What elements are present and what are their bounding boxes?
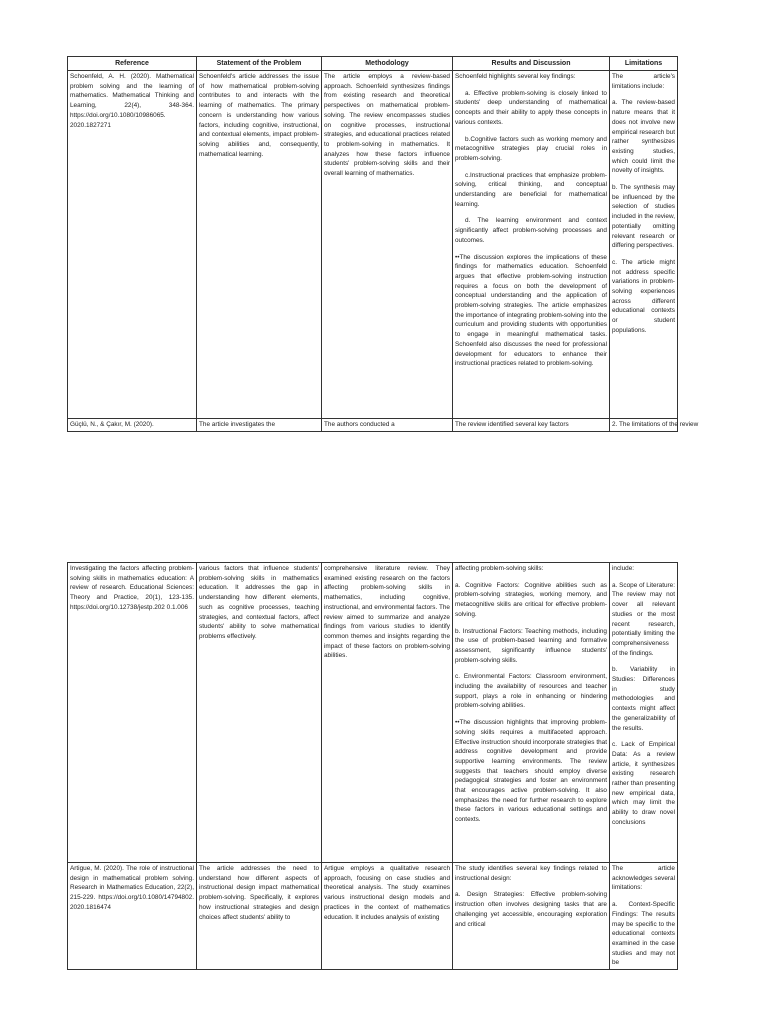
limitations-intro: The article's limitations include: [612, 73, 675, 90]
cell-problem: various factors that influence students' problem-solving skills in mathematics education. It addresses the gap in understanding how different elements, such as cognitive processes, teaching strategies, and contextual factors, affect students' ability to solve mathematical problems effectively. [197, 563, 322, 863]
limitations-item-a: a. The review-based nature means that it does not involve new empirical research but rather synthesizes existing studies, which could limit the novelty of insights. [612, 99, 675, 175]
results-item-b: b.Cognitive factors such as working memory and metacognitive strategies play crucial roles in problem-solving. [455, 135, 607, 162]
results-intro: Schoenfeld highlights several key findings: [455, 73, 576, 80]
cell-problem: Schoenfeld's article addresses the issue of how mathematical problem-solving contributes to and interacts with the learning of mathematics. The primary concern is understanding how various factors, including cognitive, instructional, and contextual elements, impact problem-solving abilities and, consequently, mathematical learning. [197, 71, 322, 419]
limitations-item-a: a. Scope of Literature: The review may not cover all relevant studies or the most recent research, potentially limiting the comprehensiveness of the findings. [612, 581, 675, 657]
cell-reference: Investigating the factors affecting problem-solving skills in mathematics education: A review of research. Educational Sciences: Theory and Practice, 20(1), 123-135. https://doi.org/10.12738/jestp.202 0.1.006 [68, 563, 197, 863]
table-row [68, 71, 678, 419]
literature-review-table-lower [67, 562, 678, 970]
cell-reference: Schoenfeld, A. H. (2020). Mathematical problem solving and the learning of mathematics. Mathematical Thinking and Learning, 22(4), 348-364. https://doi.org/10.1080/10986065. 2020.1827271 [68, 71, 197, 419]
cell-results [453, 863, 610, 970]
limitations-item-c: c. Lack of Empirical Data: As a review article, it synthesizes existing research rather than presenting new empirical data, which may limit the ability to draw novel conclusions [612, 741, 675, 826]
header-reference: Reference [68, 57, 197, 71]
results-intro: The study identifies several key findings related to instructional design: [455, 865, 607, 882]
cell-problem: The article addresses the need to understand how different aspects of instructional design impact mathematical problem-solving. Specifically, it explores how instructional strategies and design choices affect students' ability to [197, 863, 322, 970]
limitations-item-c: c. The article might not address specific variations in problem-solving experiences across different educational contexts or student populations. [612, 258, 675, 334]
cell-reference: Güçlü, N., & Çakır, M. (2020). [68, 419, 197, 432]
header-methodology: Methodology [322, 57, 453, 71]
cell-methodology: The article employs a review-based approach. Schoenfeld synthesizes findings from existing research and theoretical perspectives on mathematical problem-solving. The review encompasses studies on cognitive processes, instructional strategies, and educational practices related to problem-solving in mathematics. It analyzes how these factors influence students' problem-solving skills and their overall learning of mathematics. [322, 71, 453, 419]
table-row [68, 863, 678, 970]
cell-limitations [610, 863, 678, 970]
table-row [68, 563, 678, 863]
header-statement-of-problem: Statement of the Problem [197, 57, 322, 71]
limitations-intro: The article acknowledges several limitations: [612, 865, 675, 892]
limitations-item-a: a. Context-Specific Findings: The results may be specific to the educational contexts examined in the case studies and may not be [612, 901, 675, 967]
cell-methodology: The authors conducted a [322, 419, 453, 432]
cell-methodology: Artigue employs a qualitative research approach, focusing on case studies and theoretical analysis. The study examines various instructional design models and practices in the context of mathematics education. It includes analysis of existing [322, 863, 453, 970]
results-item-a: a. Design Strategies: Effective problem-solving instruction often involves designing tasks that are challenging yet accessible, encouraging exploration and critical [455, 891, 607, 928]
cell-results [453, 71, 610, 419]
results-item-c: c.Instructional practices that emphasize problem-solving, critical thinking, and conceptual understanding are beneficial for mathematical learning. [455, 171, 607, 208]
cell-limitations [610, 563, 678, 863]
limitations-item-b: b. The synthesis may be influenced by the selection of studies included in the review, potentially omitting relevant research or differing perspectives. [612, 184, 675, 250]
results-item-c: c. Environmental Factors: Classroom environment, including the availability of resources and teacher support, plays a role in enhancing or hindering problem-solving abilities. [455, 673, 607, 710]
literature-review-table-upper [67, 56, 699, 432]
results-item-a: a. Cognitive Factors: Cognitive abilities such as problem-solving strategies, working memory, and metacognitive skills are critical for effective problem-solving. [455, 581, 607, 618]
results-discussion: ••The discussion explores the implications of these findings for mathematics education. Schoenfeld argues that effective problem-solving instruction requires a focus on both the development of conceptual understanding and the application of problem-solving strategies. The article emphasizes the importance of integrating problem-solving into the curriculum and providing students with opportunities to engage in meaningful mathematical tasks. Schoenfeld also discusses the need for professional development for educators to enhance their instructional practices related to problem-solving. [455, 253, 607, 368]
cell-problem: The article investigates the [197, 419, 322, 432]
table-header-row [68, 57, 678, 71]
cell-limitations: 2. The limitations of the review [610, 419, 678, 432]
cell-results: The review identified several key factors [453, 419, 610, 432]
header-results-discussion: Results and Discussion [453, 57, 610, 71]
results-item-b: b. Instructional Factors: Teaching methods, including the use of problem-based learning and formative assessment, significantly influence students' problem-solving skills. [455, 627, 607, 664]
cell-results [453, 563, 610, 863]
results-item-a: a. Effective problem-solving is closely linked to students' deep understanding of mathematical concepts and their ability to apply these concepts in various contexts. [455, 89, 607, 126]
results-item-d: d. The learning environment and context significantly affect problem-solving processes and outcomes. [455, 217, 607, 244]
results-discussion: ••The discussion highlights that improving problem-solving skills requires a multifaceted approach. Effective instruction should incorporate strategies that address cognitive development and provide supportive learning environments. The review suggests that teachers should employ diverse pedagogical strategies and foster an environment that encourages active problem-solving. It also emphasizes the need for further research to explore these factors in various educational settings and contexts. [455, 719, 607, 824]
results-intro: affecting problem-solving skills: [455, 565, 544, 572]
header-limitations: Limitations [610, 57, 678, 71]
cell-limitations [610, 71, 678, 419]
table-row [68, 419, 678, 432]
cell-reference: Artigue, M. (2020). The role of instructional design in mathematical problem solving. Research in Mathematics Education, 22(2), 215-229. https://doi.org/10.1080/14794802. 2020.1816474 [68, 863, 197, 970]
limitations-intro: include: [612, 565, 635, 572]
cell-methodology: comprehensive literature review. They examined existing research on the factors affecting problem-solving skills in mathematics, including cognitive, instructional, and environmental factors. The review aimed to summarize and analyze findings from various studies to identify common themes and insights regarding the impact of these factors on problem-solving abilities. [322, 563, 453, 863]
limitations-item-b: b. Variability in Studies: Differences in study methodologies and contexts might affect the generalizability of the results. [612, 666, 675, 732]
